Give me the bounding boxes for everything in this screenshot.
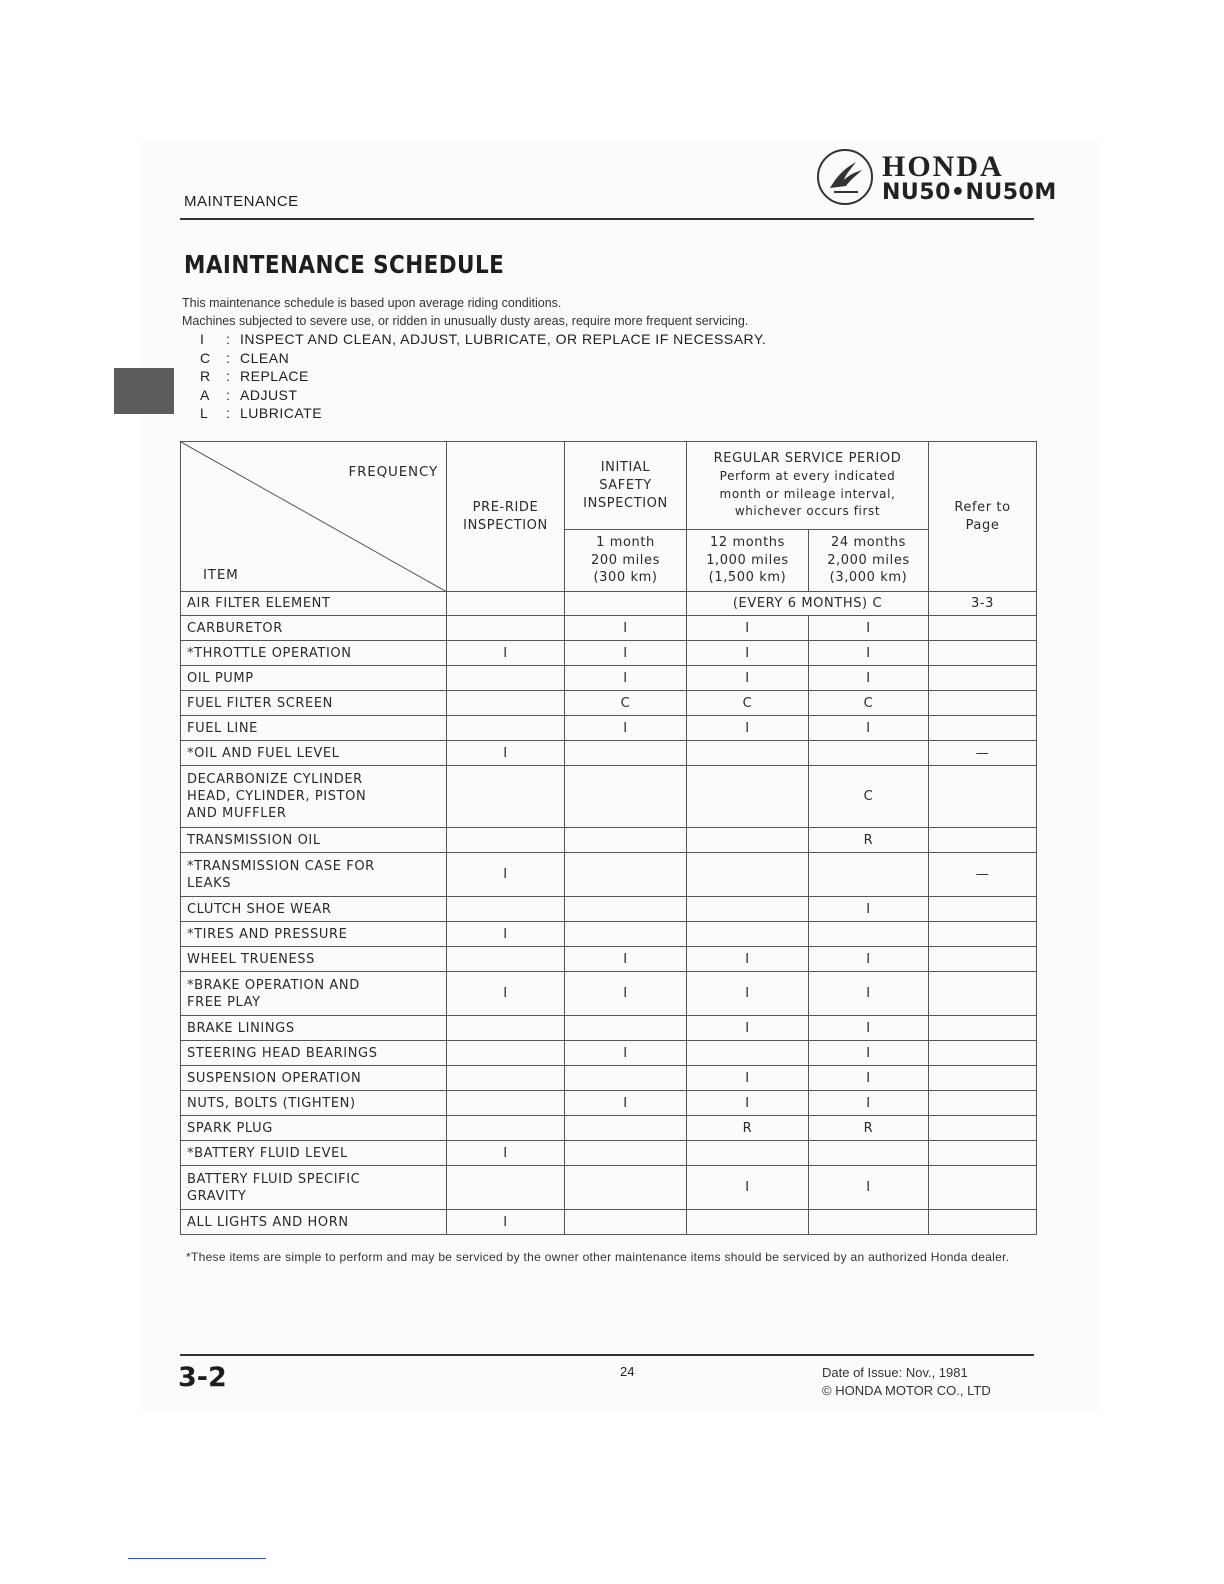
interval-24-cell: I xyxy=(809,972,929,1016)
pre-ride-cell xyxy=(447,1016,565,1041)
legend-text: LUBRICATE xyxy=(240,405,323,421)
refer-cell xyxy=(929,616,1037,641)
refer-cell: 3-3 xyxy=(929,592,1037,616)
interval-24-cell: I xyxy=(809,1041,929,1066)
table-row xyxy=(181,1091,1037,1116)
interval-24-cell: C xyxy=(809,766,929,828)
footnote: *These items are simple to perform and may be serviced by the owner other maintenance items should be serviced by an authorized Honda dealer. xyxy=(186,1250,1010,1264)
item-cell xyxy=(181,947,447,972)
legend-separator: : xyxy=(226,386,231,403)
initial-cell xyxy=(565,853,687,897)
initial-cell xyxy=(565,741,687,766)
interval-12-cell xyxy=(687,1141,809,1166)
refer-cell xyxy=(929,828,1037,853)
legend-item xyxy=(200,367,766,386)
item-line: *BATTERY FLUID LEVEL xyxy=(187,1145,348,1161)
interval-24-cell: I xyxy=(809,947,929,972)
initial-cell xyxy=(565,592,687,616)
interval-12-cell: I xyxy=(687,616,809,641)
header-rule xyxy=(180,218,1034,220)
underline-link-remnant xyxy=(128,1558,266,1559)
item-cell xyxy=(181,922,447,947)
legend-separator: : xyxy=(226,349,231,366)
refer-cell xyxy=(929,922,1037,947)
item-cell xyxy=(181,897,447,922)
refer-cell xyxy=(929,1166,1037,1210)
refer-cell xyxy=(929,1016,1037,1041)
initial-cell: I xyxy=(565,947,687,972)
item-line: DECARBONIZE CYLINDER xyxy=(187,772,363,787)
item-line: *TIRES AND PRESSURE xyxy=(187,926,348,942)
interval-12-cell: I xyxy=(687,1166,809,1210)
pre-ride-cell: I xyxy=(447,641,565,666)
pre-ride-cell xyxy=(447,828,565,853)
pre-ride-cell: I xyxy=(447,922,565,947)
honda-logo xyxy=(816,146,1057,210)
header-line: Refer to xyxy=(954,500,1011,515)
interval-12-cell xyxy=(687,897,809,922)
header-line: Page xyxy=(965,517,1000,533)
header-line: Perform at every indicated xyxy=(719,469,896,484)
model-name: NU50•NU50M xyxy=(882,180,1057,205)
interval-12-cell: I xyxy=(687,1016,809,1041)
header-line: REGULAR SERVICE PERIOD xyxy=(713,451,902,467)
item-cell xyxy=(181,616,447,641)
interval-24-cell xyxy=(809,741,929,766)
item-line: *THROTTLE OPERATION xyxy=(187,645,352,661)
pre-ride-cell: I xyxy=(447,741,565,766)
item-line: STEERING HEAD BEARINGS xyxy=(187,1045,378,1061)
initial-cell xyxy=(565,922,687,947)
pre-ride-cell xyxy=(447,766,565,828)
item-line: WHEEL TRUENESS xyxy=(187,951,315,967)
interval-24-cell: R xyxy=(809,828,929,853)
interval-12-cell xyxy=(687,853,809,897)
interval-12-cell xyxy=(687,1210,809,1235)
interval-line: 1 month xyxy=(596,535,655,551)
interval-12-cell: I xyxy=(687,641,809,666)
page-title: MAINTENANCE SCHEDULE xyxy=(184,250,505,279)
initial-cell xyxy=(565,1066,687,1091)
legend xyxy=(200,330,766,423)
interval-24-cell xyxy=(809,853,929,897)
legend-text: ADJUST xyxy=(240,386,298,403)
interval-12-cell xyxy=(687,828,809,853)
legend-text: REPLACE xyxy=(240,368,309,384)
table-row xyxy=(181,972,1037,1016)
pre-ride-cell xyxy=(447,897,565,922)
table-row xyxy=(181,947,1037,972)
legend-text: INSPECT AND CLEAN, ADJUST, LUBRICATE, OR REPLACE IF NECESSARY. xyxy=(240,331,767,347)
item-line: FUEL LINE xyxy=(187,720,258,736)
issue-date: Date of Issue: Nov., 1981 xyxy=(822,1365,968,1380)
legend-code: I xyxy=(200,331,205,347)
refer-cell xyxy=(929,691,1037,716)
item-cell xyxy=(181,972,447,1016)
item-line: BRAKE LININGS xyxy=(187,1020,295,1036)
pre-ride-cell xyxy=(447,1091,565,1116)
pre-ride-header xyxy=(447,442,565,592)
initial-cell: I xyxy=(565,1091,687,1116)
refer-cell xyxy=(929,1210,1037,1235)
interval-12-cell xyxy=(687,922,809,947)
item-line: *TRANSMISSION CASE FOR xyxy=(187,858,375,874)
initial-cell xyxy=(565,1016,687,1041)
intro-line: Machines subjected to severe use, or ridden in unusually dusty areas, require more frequent servicing. xyxy=(182,314,749,328)
refer-cell xyxy=(929,716,1037,741)
pre-ride-cell: I xyxy=(447,972,565,1016)
item-cell xyxy=(181,828,447,853)
item-line: FREE PLAY xyxy=(187,994,261,1010)
pre-ride-cell xyxy=(447,691,565,716)
initial-interval xyxy=(565,530,687,592)
legend-item xyxy=(200,386,766,405)
item-cell xyxy=(181,741,447,766)
pre-ride-cell: I xyxy=(447,1141,565,1166)
initial-cell xyxy=(565,1166,687,1210)
header-line: PRE-RIDE xyxy=(472,499,539,515)
item-line: SPARK PLUG xyxy=(187,1120,273,1136)
refer-cell: — xyxy=(929,853,1037,897)
item-line: ALL LIGHTS AND HORN xyxy=(187,1214,349,1230)
legend-item xyxy=(200,404,766,423)
item-line: HEAD, CYLINDER, PISTON xyxy=(187,789,367,804)
refer-cell xyxy=(929,1116,1037,1141)
legend-code: R xyxy=(200,368,211,384)
table-row xyxy=(181,616,1037,641)
interval-12-cell xyxy=(687,766,809,828)
item-line: CARBURETOR xyxy=(187,620,283,636)
table-row xyxy=(181,741,1037,766)
item-cell: AIR FILTER ELEMENT xyxy=(181,592,447,616)
initial-cell: I xyxy=(565,972,687,1016)
refer-cell xyxy=(929,1066,1037,1091)
interval-24-cell: I xyxy=(809,1066,929,1091)
pre-ride-cell xyxy=(447,1041,565,1066)
item-line: *OIL AND FUEL LEVEL xyxy=(187,745,340,761)
header-line: whichever occurs first xyxy=(734,504,881,519)
interval-24-cell: I xyxy=(809,716,929,741)
pre-ride-cell xyxy=(447,947,565,972)
interval-24-cell: I xyxy=(809,1166,929,1210)
page-number: 3-2 xyxy=(178,1362,227,1393)
interval-24-cell: C xyxy=(809,691,929,716)
header-line: INITIAL xyxy=(600,459,651,475)
initial-cell xyxy=(565,1141,687,1166)
interval-12-cell: I xyxy=(687,972,809,1016)
interval-12-cell: I xyxy=(687,666,809,691)
interval-24-months xyxy=(809,530,929,592)
regular-cell: (EVERY 6 MONTHS) C xyxy=(687,592,929,616)
legend-code: L xyxy=(200,405,209,421)
pre-ride-cell xyxy=(447,1066,565,1091)
footer-rule xyxy=(180,1354,1034,1356)
table-row xyxy=(181,691,1037,716)
item-cell xyxy=(181,1116,447,1141)
initial-cell xyxy=(565,1116,687,1141)
table-row xyxy=(181,666,1037,691)
refer-cell xyxy=(929,1141,1037,1166)
interval-12-cell xyxy=(687,1041,809,1066)
interval-12-cell: I xyxy=(687,1066,809,1091)
refer-cell xyxy=(929,897,1037,922)
initial-cell xyxy=(565,897,687,922)
refer-cell xyxy=(929,641,1037,666)
table-row xyxy=(181,766,1037,828)
table-row xyxy=(181,592,1037,616)
intro-text xyxy=(182,294,748,330)
table-row xyxy=(181,716,1037,741)
initial-cell: I xyxy=(565,616,687,641)
interval-12-cell: I xyxy=(687,1091,809,1116)
item-line: BATTERY FLUID SPECIFIC xyxy=(187,1171,361,1187)
item-cell xyxy=(181,1141,447,1166)
interval-12-cell xyxy=(687,741,809,766)
initial-header xyxy=(565,442,687,530)
item-cell xyxy=(181,716,447,741)
item-cell xyxy=(181,766,447,828)
table-row xyxy=(181,1166,1037,1210)
legend-code: A xyxy=(200,386,210,403)
refer-cell xyxy=(929,947,1037,972)
initial-cell: I xyxy=(565,666,687,691)
table-row xyxy=(181,922,1037,947)
initial-cell: I xyxy=(565,641,687,666)
legend-separator: : xyxy=(226,331,231,347)
interval-12-cell: I xyxy=(687,947,809,972)
interval-24-cell: I xyxy=(809,616,929,641)
pre-ride-cell xyxy=(447,616,565,641)
chapter-tab-marker xyxy=(114,368,174,414)
pre-ride-cell xyxy=(447,592,565,616)
intro-line: This maintenance schedule is based upon average riding conditions. xyxy=(182,296,562,310)
interval-24-cell: I xyxy=(809,1091,929,1116)
refer-cell xyxy=(929,666,1037,691)
interval-24-cell: I xyxy=(809,666,929,691)
interval-12-cell: I xyxy=(687,716,809,741)
initial-cell: C xyxy=(565,691,687,716)
interval-24-cell xyxy=(809,1141,929,1166)
pre-ride-cell: I xyxy=(447,1210,565,1235)
refer-cell: — xyxy=(929,741,1037,766)
item-cell xyxy=(181,691,447,716)
initial-cell: I xyxy=(565,716,687,741)
interval-line: (300 km) xyxy=(593,570,658,586)
initial-cell xyxy=(565,1210,687,1235)
pre-ride-cell xyxy=(447,1116,565,1141)
interval-24-cell: I xyxy=(809,1016,929,1041)
interval-line: 200 miles xyxy=(590,552,660,568)
refer-cell xyxy=(929,766,1037,828)
initial-cell xyxy=(565,766,687,828)
interval-line: 12 months xyxy=(709,535,786,551)
refer-cell xyxy=(929,1041,1037,1066)
item-cell xyxy=(181,1166,447,1210)
item-cell xyxy=(181,1041,447,1066)
header-line: month or mileage interval, xyxy=(719,486,896,501)
table-row xyxy=(181,897,1037,922)
table-row xyxy=(181,1041,1037,1066)
interval-24-cell: R xyxy=(809,1116,929,1141)
item-cell xyxy=(181,1066,447,1091)
item-line: *BRAKE OPERATION AND xyxy=(187,977,360,993)
table-row xyxy=(181,1141,1037,1166)
interval-24-cell: I xyxy=(809,897,929,922)
item-cell xyxy=(181,666,447,691)
item-cell xyxy=(181,641,447,666)
honda-wing-emblem xyxy=(816,148,874,206)
table-header-row xyxy=(181,442,1037,530)
header-line: SAFETY xyxy=(599,477,652,493)
table-row xyxy=(181,1116,1037,1141)
frequency-label: FREQUENCY xyxy=(348,464,438,480)
item-cell xyxy=(181,1091,447,1116)
copyright: © HONDA MOTOR CO., LTD xyxy=(822,1383,991,1398)
pre-ride-cell xyxy=(447,666,565,691)
initial-cell xyxy=(565,828,687,853)
header-line: INSPECTION xyxy=(463,517,548,533)
interval-line: (3,000 km) xyxy=(829,570,908,586)
interval-line: (1,500 km) xyxy=(708,570,787,586)
table-row xyxy=(181,828,1037,853)
maintenance-schedule-table xyxy=(180,441,1037,1235)
document-page-number: 24 xyxy=(620,1364,635,1379)
interval-12-cell: C xyxy=(687,691,809,716)
interval-24-cell xyxy=(809,922,929,947)
item-label: ITEM xyxy=(203,567,239,583)
legend-text: CLEAN xyxy=(240,349,290,366)
table-row xyxy=(181,641,1037,666)
initial-cell: I xyxy=(565,1041,687,1066)
item-cell xyxy=(181,1016,447,1041)
refer-cell xyxy=(929,1091,1037,1116)
section-label: MAINTENANCE xyxy=(184,193,299,210)
item-line: LEAKS xyxy=(187,875,232,891)
legend-code: C xyxy=(200,349,211,366)
item-line: OIL PUMP xyxy=(187,670,254,686)
item-line: TRANSMISSION OIL xyxy=(187,832,321,848)
pre-ride-cell: I xyxy=(447,853,565,897)
interval-line: 1,000 miles xyxy=(706,552,789,568)
legend-separator: : xyxy=(226,405,231,421)
item-cell xyxy=(181,853,447,897)
refer-header xyxy=(929,442,1037,592)
table-row xyxy=(181,1210,1037,1235)
item-cell xyxy=(181,1210,447,1235)
legend-separator: : xyxy=(226,368,231,384)
interval-24-cell xyxy=(809,1210,929,1235)
table-row xyxy=(181,1016,1037,1041)
interval-line: 2,000 miles xyxy=(827,552,910,568)
table-row xyxy=(181,853,1037,897)
interval-12-cell: R xyxy=(687,1116,809,1141)
item-line: GRAVITY xyxy=(187,1188,247,1204)
interval-24-cell: I xyxy=(809,641,929,666)
pre-ride-cell xyxy=(447,716,565,741)
pre-ride-cell xyxy=(447,1166,565,1210)
issue-info xyxy=(822,1364,991,1400)
legend-item xyxy=(200,349,766,368)
item-line: CLUTCH SHOE WEAR xyxy=(187,901,332,917)
regular-service-header xyxy=(687,442,929,530)
brand-name: HONDA xyxy=(882,150,1004,183)
item-line: NUTS, BOLTS (TIGHTEN) xyxy=(187,1095,356,1111)
interval-12-months xyxy=(687,530,809,592)
interval-line: 24 months xyxy=(830,535,907,551)
refer-cell xyxy=(929,972,1037,1016)
header-line: INSPECTION xyxy=(583,495,668,511)
item-line: SUSPENSION OPERATION xyxy=(187,1070,362,1086)
table-row xyxy=(181,1066,1037,1091)
item-line: AND MUFFLER xyxy=(187,806,287,821)
item-line: FUEL FILTER SCREEN xyxy=(187,695,333,711)
legend-item xyxy=(200,330,766,349)
corner-header xyxy=(181,442,447,592)
